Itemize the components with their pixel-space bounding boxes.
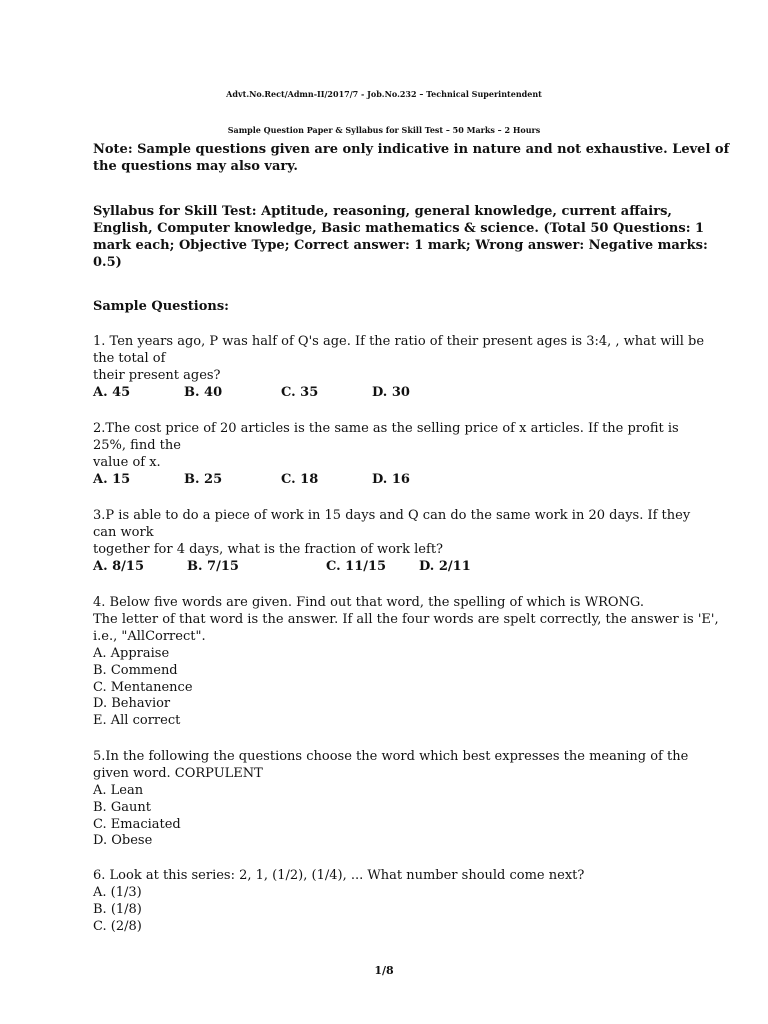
question-5-line-2: given word. CORPULENT [93, 766, 263, 781]
question-2-option-b: B. 25 [184, 472, 223, 487]
note-line-1: Note: Sample questions given are only indicative in nature and not exhaustive. Level of [93, 142, 730, 157]
syllabus-line-1: Syllabus for Skill Test: Aptitude, reasoning, general knowledge, current affairs, [93, 204, 672, 219]
question-1-option-d: D. 30 [372, 385, 410, 400]
question-6-option-a: A. (1/3) [93, 885, 142, 900]
question-2-line-2: 25%, find the [93, 438, 181, 453]
question-5-option-a: A. Lean [93, 783, 144, 798]
question-3-option-b: B. 7/15 [187, 559, 239, 574]
syllabus-line-2: English, Computer knowledge, Basic mathematics & science. (Total 50 Questions: 1 [93, 221, 705, 236]
question-4-line-1: 4. Below five words are given. Find out that word, the spelling of which is WRONG. [93, 595, 644, 610]
question-4-line-2: The letter of that word is the answer. If all the four words are spelt correctly, the answer is 'E', [93, 612, 719, 627]
question-5-line-1: 5.In the following the questions choose the word which best expresses the meaning of the [93, 749, 689, 764]
advt-title: Advt.No.Rect/Admn-II/2017/7 - Job.No.232 – Technical Superintendent [226, 89, 542, 99]
syllabus-line-3: mark each; Objective Type; Correct answer: 1 mark; Wrong answer: Negative marks: [93, 238, 708, 253]
question-1-line-3: their present ages? [93, 368, 221, 383]
question-2-option-a: A. 15 [93, 472, 131, 487]
question-3-option-a: A. 8/15 [93, 559, 145, 574]
question-3-option-c: C. 11/15 [326, 559, 387, 574]
question-4-option-d: D. Behavior [93, 696, 171, 711]
question-2-option-d: D. 16 [372, 472, 410, 487]
question-5-option-d: D. Obese [93, 833, 153, 848]
question-4-line-3: i.e., "AllCorrect". [93, 629, 206, 644]
question-6-option-b: B. (1/8) [93, 902, 142, 917]
question-4-option-a: A. Appraise [93, 646, 170, 661]
question-1-line-1: 1. Ten years ago, P was half of Q's age. If the ratio of their present ages is 3:4, , what will be [93, 334, 705, 349]
question-4-option-b: B. Commend [93, 663, 178, 678]
question-4-option-c: C. Mentanence [93, 680, 193, 695]
question-1-option-a: A. 45 [93, 385, 131, 400]
question-5-option-c: C. Emaciated [93, 817, 181, 832]
question-2-option-c: C. 18 [281, 472, 319, 487]
question-2-line-1: 2.The cost price of 20 articles is the same as the selling price of x articles. If the profit is [93, 421, 679, 436]
question-1-option-c: C. 35 [281, 385, 319, 400]
question-3-line-3: together for 4 days, what is the fraction of work left? [93, 542, 444, 557]
note-line-2: the questions may also vary. [93, 159, 298, 174]
question-6-line-1: 6. Look at this series: 2, 1, (1/2), (1/4), ... What number should come next? [93, 868, 585, 883]
question-3-option-d: D. 2/11 [419, 559, 471, 574]
syllabus-line-4: 0.5) [93, 255, 122, 270]
question-5-option-b: B. Gaunt [93, 800, 151, 815]
question-2-line-3: value of x. [93, 455, 161, 470]
question-1-option-b: B. 40 [184, 385, 223, 400]
question-4-option-e: E. All correct [93, 713, 181, 728]
question-1-line-2: the total of [93, 351, 166, 366]
sample-questions-heading: Sample Questions: [93, 299, 229, 314]
page-number: 1/8 [374, 964, 394, 977]
question-3-line-1: 3.P is able to do a piece of work in 15 days and Q can do the same work in 20 days. If they [93, 508, 691, 523]
paper-subtitle: Sample Question Paper & Syllabus for Skill Test – 50 Marks – 2 Hours [227, 125, 541, 135]
question-3-line-2: can work [93, 525, 154, 540]
question-6-option-c: C. (2/8) [93, 919, 142, 934]
